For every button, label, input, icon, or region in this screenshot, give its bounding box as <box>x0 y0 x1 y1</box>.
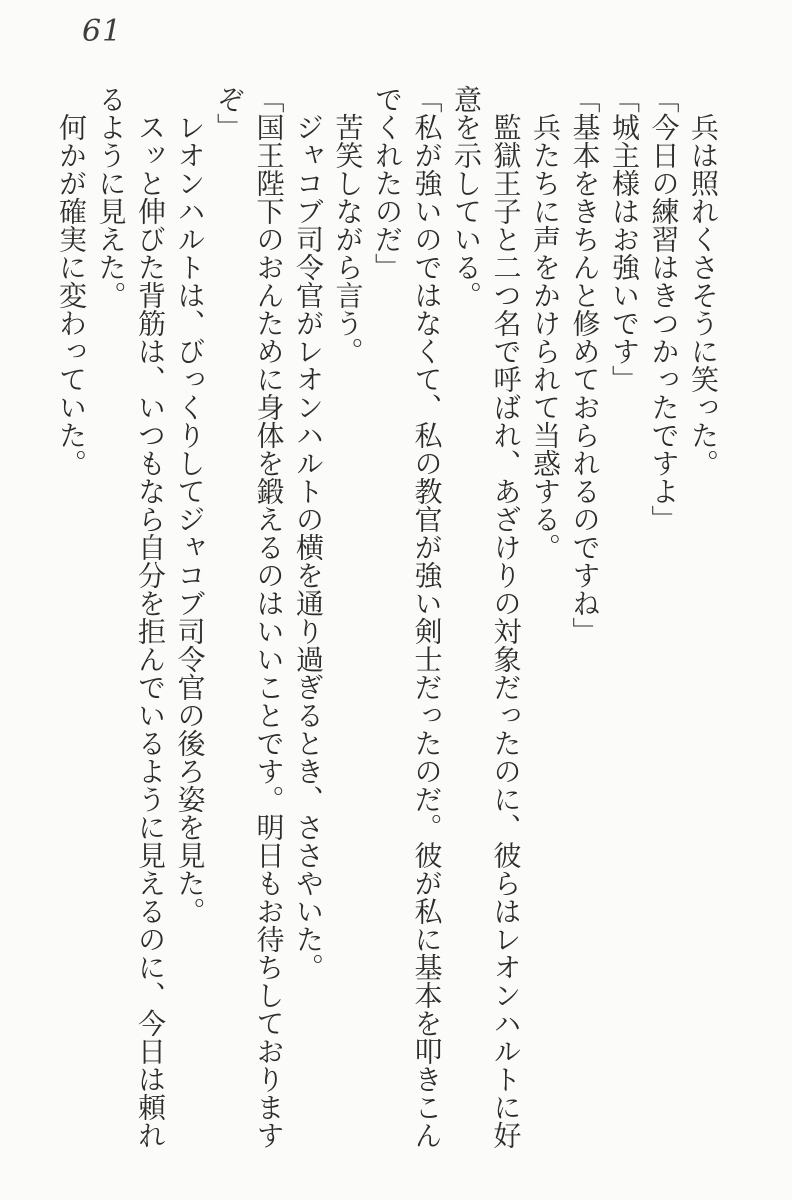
text-line: 「私が強いのではなくて、私の教官が強い剣士だったのだ。彼が私に基本を叩きこん <box>410 85 444 1149</box>
text-line: 「基本をきちんと修めておられるのですね」 <box>568 85 602 645</box>
text-line: ジャコブ司令官がレオンハルトの横を通り過ぎるとき、ささやいた。 <box>292 85 325 981</box>
text-line: 「国王陛下のおんために身体を鍛えるのはいいことです。明日もお待ちしております <box>252 85 286 1149</box>
vertical-text-block <box>52 85 724 1153</box>
text-line: るように見えた。 <box>94 85 128 309</box>
page-number: 61 <box>82 14 123 49</box>
text-line: スッと伸びた背筋は、いつもなら自分を拒んでいるように見えるのに、今日は頼れ <box>134 85 167 1149</box>
text-line: 「城主様はお強いです」 <box>608 85 641 393</box>
text-line: 何かが確実に変わっていた。 <box>55 85 88 477</box>
text-line: でくれたのだ」 <box>371 85 404 281</box>
text-line: レオンハルトは、びっくりしてジャコブ司令官の後ろ姿を見た。 <box>173 85 207 925</box>
text-line: 兵たちに声をかけられて当惑する。 <box>529 85 562 561</box>
text-line: ぞ」 <box>213 85 246 141</box>
text-line: 兵は照れくさそうに笑った。 <box>687 85 720 477</box>
text-line: 意を示している。 <box>450 85 483 309</box>
text-line: 「今日の練習はきつかったですよ」 <box>647 85 681 533</box>
text-line: 監獄王子と二つ名で呼ばれ、あざけりの対象だったのに、彼らはレオンハルトに好 <box>489 85 523 1149</box>
text-line: 苦笑しながら言う。 <box>331 85 365 365</box>
